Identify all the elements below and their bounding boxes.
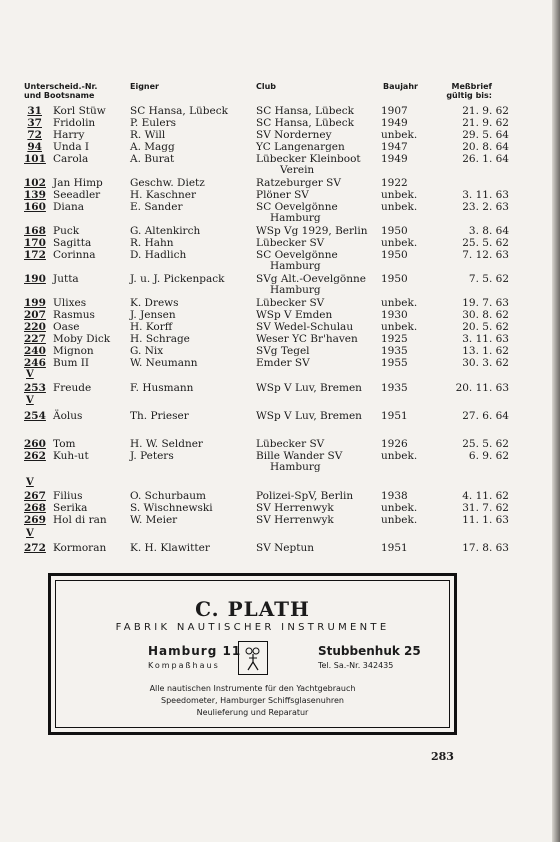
row-number: 172 [24, 249, 46, 261]
boat-name: Tom [53, 438, 76, 450]
boat-name: Oase [53, 321, 80, 333]
club-name: WSp V Luv, Bremen [256, 382, 362, 394]
owner-name: O. Schurbaum [130, 490, 206, 502]
club-name: Polizei-SpV, Berlin [256, 490, 354, 502]
certificate-date: 3. 8. 64 [468, 225, 509, 237]
build-year: 1925 [381, 333, 408, 345]
certificate-date: 3. 11. 63 [462, 333, 509, 345]
club-name: SC Oevelgönne [256, 201, 338, 213]
row-number: 207 [24, 309, 46, 321]
advertisement-inner-frame [55, 580, 450, 728]
club-name: SV Wedel-Schulau [256, 321, 354, 333]
margin-v-mark: V [26, 528, 34, 539]
boat-name: Serika [53, 502, 88, 514]
header-baujahr: Baujahr [383, 82, 418, 91]
build-year: unbek. [381, 502, 418, 514]
club-name: Lübecker SV [256, 438, 325, 450]
certificate-date: 17. 8. 63 [462, 542, 509, 554]
build-year: 1907 [381, 105, 408, 117]
owner-name: A. Burat [130, 153, 175, 165]
owner-name: H. Korff [130, 321, 173, 333]
ad-line-1: Alle nautischen Instrumente für den Yachtgebrauch [149, 684, 356, 693]
margin-v-mark: V [26, 477, 34, 488]
boat-name: Kormoran [53, 542, 107, 554]
table-row [24, 383, 544, 397]
certificate-date: 3. 11. 63 [462, 189, 509, 201]
build-year: 1951 [381, 410, 408, 422]
owner-name: W. Neumann [130, 357, 198, 369]
build-year: 1935 [381, 345, 408, 357]
owner-name: R. Will [130, 129, 166, 141]
boat-name: Jutta [53, 273, 79, 285]
build-year: 1950 [381, 273, 408, 285]
club-name: Ratzeburger SV [256, 177, 341, 189]
build-year: 1930 [381, 309, 408, 321]
margin-v-mark: V [26, 369, 34, 380]
boat-name: Fridolin [53, 117, 96, 129]
advertisement-box [48, 573, 457, 735]
owner-name: H. Schrage [130, 333, 190, 345]
club-name: Bille Wander SV [256, 450, 343, 462]
ad-line-3: Neulieferung und Reparatur [196, 708, 309, 717]
club-name: SC Hansa, Lübeck [256, 105, 354, 117]
boat-name: Sagitta [53, 237, 92, 249]
certificate-date: 7. 12. 63 [462, 249, 509, 261]
table-row [24, 543, 544, 557]
owner-name: E. Sander [130, 201, 183, 213]
ad-telephone: Tel. Sa.-Nr. 342435 [318, 661, 394, 670]
owner-name: H. W. Seldner [130, 438, 203, 450]
certificate-date: 11. 1. 63 [462, 514, 509, 526]
row-number: 102 [24, 177, 46, 189]
table-row [24, 411, 544, 425]
certificate-date: 23. 2. 63 [462, 201, 509, 213]
ad-house: Kompaßhaus [148, 661, 220, 670]
row-number: 160 [24, 201, 46, 213]
club-name-continuation: Hamburg [270, 461, 321, 473]
row-number: 227 [24, 333, 46, 345]
build-year: 1922 [381, 177, 408, 189]
boat-name: Jan Himp [53, 177, 103, 189]
row-number: 190 [24, 273, 46, 285]
certificate-date: 13. 1. 62 [462, 345, 509, 357]
header-messbrief-line1: Meßbrief [451, 82, 492, 91]
row-number: 246 [24, 357, 46, 369]
owner-name: F. Husmann [130, 382, 194, 394]
row-number: 240 [24, 345, 46, 357]
table-row [24, 153, 544, 176]
owner-name: J. Peters [130, 450, 174, 462]
certificate-date: 20. 11. 63 [455, 382, 509, 394]
certificate-date: 31. 7. 62 [462, 502, 509, 514]
certificate-date: 20. 5. 62 [462, 321, 509, 333]
certificate-date: 30. 8. 62 [462, 309, 509, 321]
table-row [24, 273, 544, 296]
margin-v-mark: V [26, 395, 34, 406]
build-year: 1950 [381, 225, 408, 237]
row-number: 260 [24, 438, 46, 450]
header-messbrief-line2: gültig bis: [446, 91, 492, 100]
boat-name: Bum II [53, 357, 90, 369]
row-number: 101 [24, 153, 46, 165]
build-year: 1935 [381, 382, 408, 394]
boat-name: Hol di ran [53, 514, 107, 526]
row-number: 220 [24, 321, 46, 333]
row-number: 268 [24, 502, 46, 514]
build-year: 1947 [381, 141, 408, 153]
build-year: unbek. [381, 189, 418, 201]
table-row [24, 249, 544, 272]
owner-name: A. Magg [130, 141, 175, 153]
owner-name: W. Meier [130, 514, 178, 526]
row-number: 37 [27, 117, 42, 129]
boat-name: Freude [53, 382, 92, 394]
club-name: SC Hansa, Lübeck [256, 117, 354, 129]
certificate-date: 27. 6. 64 [462, 410, 509, 422]
build-year: unbek. [381, 129, 418, 141]
owner-name: P. Eulers [130, 117, 177, 129]
table-row [24, 515, 544, 529]
row-number: 269 [24, 514, 46, 526]
boat-name: Kuh-ut [53, 450, 89, 462]
club-name: SV Herrenwyk [256, 502, 334, 514]
boat-name: Moby Dick [53, 333, 111, 345]
ad-tagline: FABRIK NAUTISCHER INSTRUMENTE [115, 622, 390, 633]
boat-name: Rasmus [53, 309, 95, 321]
boat-name: Ulixes [53, 297, 87, 309]
certificate-date: 20. 8. 64 [462, 141, 509, 153]
row-number: 139 [24, 189, 46, 201]
club-name: Emder SV [256, 357, 310, 369]
header-club: Club [256, 82, 277, 91]
club-name: WSp V Luv, Bremen [256, 410, 362, 422]
ad-street: Stubbenhuk 25 [318, 644, 421, 658]
club-name: Lübecker SV [256, 297, 325, 309]
owner-name: D. Hadlich [130, 249, 187, 261]
row-number: 168 [24, 225, 46, 237]
certificate-date: 4. 11. 62 [462, 490, 509, 502]
certificate-date: 25. 5. 62 [462, 438, 509, 450]
boat-name: Seeadler [53, 189, 101, 201]
certificate-date: 30. 3. 62 [462, 357, 509, 369]
club-name: SV Herrenwyk [256, 514, 334, 526]
row-number: 254 [24, 410, 46, 422]
certificate-date: 21. 9. 62 [462, 105, 509, 117]
build-year: 1950 [381, 249, 408, 261]
certificate-date: 21. 9. 62 [462, 117, 509, 129]
club-name-continuation: Hamburg [270, 260, 321, 272]
boat-name: Mignon [53, 345, 94, 357]
table-row [24, 201, 544, 224]
build-year: unbek. [381, 450, 418, 462]
row-number: 267 [24, 490, 46, 502]
row-number: 253 [24, 382, 46, 394]
boat-name: Carola [53, 153, 89, 165]
certificate-date: 25. 5. 62 [462, 237, 509, 249]
build-year: 1951 [381, 542, 408, 554]
ad-brand: C. PLATH [195, 597, 310, 621]
compass-logo-icon [238, 641, 268, 675]
page-number: 283 [431, 750, 454, 763]
build-year: 1949 [381, 153, 408, 165]
row-number: 94 [27, 141, 42, 153]
header-eigner: Eigner [130, 82, 159, 91]
boat-name: Äolus [53, 410, 83, 422]
build-year: 1926 [381, 438, 408, 450]
row-number: 262 [24, 450, 46, 462]
owner-name: Th. Prieser [130, 410, 189, 422]
club-name: SC Oevelgönne [256, 249, 338, 261]
boat-name: Unda I [53, 141, 90, 153]
club-name-continuation: Verein [280, 164, 315, 176]
header-unterscheid-line1: Unterscheid.-Nr. [24, 82, 98, 91]
boat-name: Filius [53, 490, 83, 502]
club-name: SV Neptun [256, 542, 314, 554]
owner-name: S. Wischnewski [130, 502, 213, 514]
build-year: unbek. [381, 514, 418, 526]
certificate-date: 7. 5. 62 [468, 273, 509, 285]
row-number: 31 [27, 105, 42, 117]
owner-name: Geschw. Dietz [130, 177, 205, 189]
owner-name: K. Drews [130, 297, 179, 309]
boat-name: Corinna [53, 249, 96, 261]
owner-name: K. H. Klawitter [130, 542, 210, 554]
build-year: 1949 [381, 117, 408, 129]
header-unterscheid-line2: und Bootsname [24, 91, 95, 100]
club-name: Lübecker Kleinboot [256, 153, 361, 165]
owner-name: R. Hahn [130, 237, 174, 249]
build-year: 1938 [381, 490, 408, 502]
owner-name: J. Jensen [130, 309, 176, 321]
club-name-continuation: Hamburg [270, 284, 321, 296]
build-year: unbek. [381, 201, 418, 213]
table-row [24, 450, 544, 473]
club-name: WSp Vg 1929, Berlin [256, 225, 368, 237]
row-number: 72 [27, 129, 42, 141]
certificate-date: 29. 5. 64 [462, 129, 509, 141]
owner-name: SC Hansa, Lübeck [130, 105, 228, 117]
club-name: YC Langenargen [256, 141, 345, 153]
owner-name: G. Altenkirch [130, 225, 201, 237]
club-name: Weser YC Br'haven [256, 333, 358, 345]
club-name: WSp V Emden [256, 309, 333, 321]
club-name: SV Norderney [256, 129, 332, 141]
owner-name: G. Nix [130, 345, 164, 357]
table-row [24, 358, 544, 372]
row-number: 199 [24, 297, 46, 309]
header-unterscheid [24, 82, 97, 100]
certificate-date: 6. 9. 62 [468, 450, 509, 462]
club-name: Lübecker SV [256, 237, 325, 249]
build-year: unbek. [381, 297, 418, 309]
boat-name: Harry [53, 129, 85, 141]
club-name-continuation: Hamburg [270, 212, 321, 224]
ad-city: Hamburg 11 [148, 644, 242, 658]
build-year: unbek. [381, 237, 418, 249]
certificate-date: 19. 7. 63 [462, 297, 509, 309]
row-number: 272 [24, 542, 46, 554]
boat-name: Diana [53, 201, 85, 213]
boat-name: Korl Stüw [53, 105, 106, 117]
owner-name: J. u. J. Pickenpack [130, 273, 225, 285]
ad-line-2: Speedometer, Hamburger Schiffsglasenuhren [160, 696, 345, 705]
boat-name: Puck [53, 225, 80, 237]
certificate-date: 26. 1. 64 [462, 153, 509, 165]
book-spine-shadow [552, 0, 560, 842]
club-name: SVg Tegel [256, 345, 310, 357]
owner-name: H. Kaschner [130, 189, 196, 201]
row-number: 170 [24, 237, 46, 249]
build-year: 1955 [381, 357, 408, 369]
header-messbrief [444, 82, 492, 100]
club-name: Plöner SV [256, 189, 309, 201]
build-year: unbek. [381, 321, 418, 333]
club-name: SVg Alt.-Oevelgönne [256, 273, 366, 285]
